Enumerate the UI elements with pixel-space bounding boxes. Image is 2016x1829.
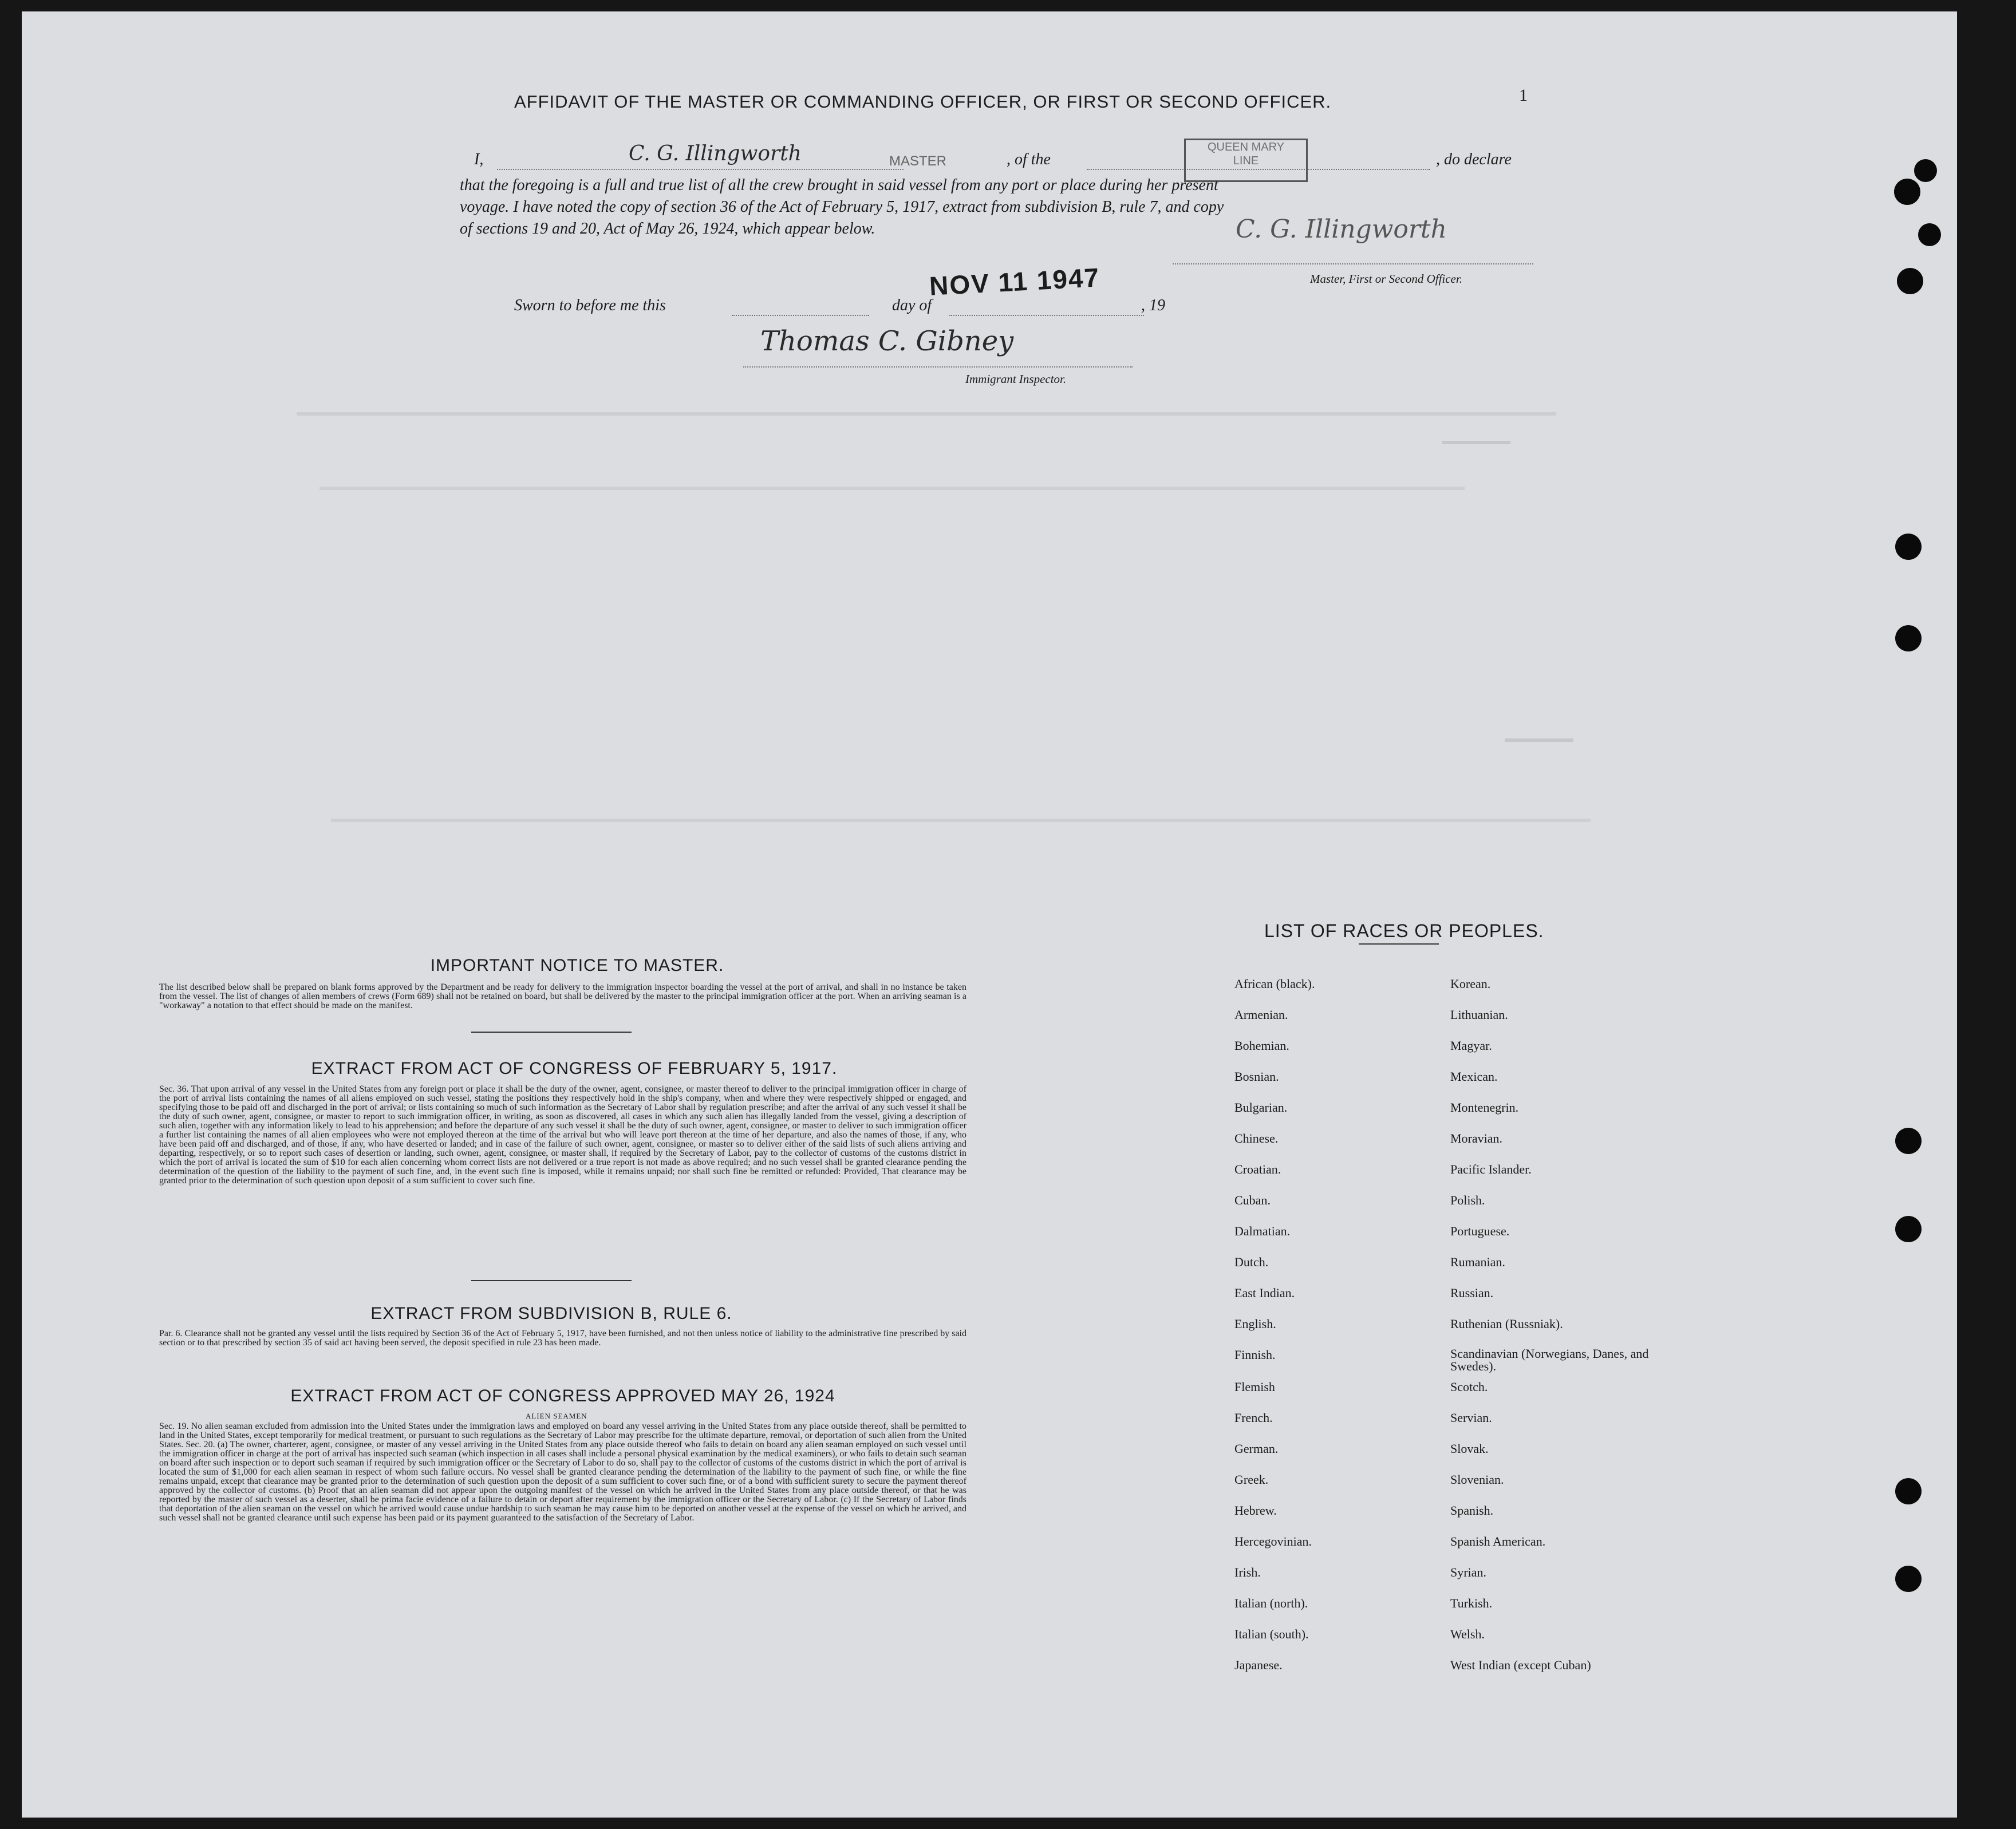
- binder-hole: [1895, 1216, 1922, 1242]
- race-item: Cuban.: [1234, 1193, 1271, 1207]
- race-item: Dutch.: [1234, 1255, 1269, 1269]
- extract-1924-text: Sec. 19. No alien seaman excluded from admission into the United States under the immigration laws and employed on board any vessel arriving in the United States from any place outside thereof, shall be permitted to land in the United States, except temporarily for medical treatment, or pursuant to such regulations as the Secretary of Labor may prescribe for the ultimate departure, removal, or deportation of such alien from the United States. Sec. 20. (a) The owner, charterer, agent, consignee, or master of any vessel arriving in the United States from any place outside thereof who fails to detain on board any alien seaman employed on such vessel until the immigration officer in charge at the port of arrival has inspected such seaman (which inspection in all cases shall include a personal physical examination by the medical examiners), or who fails to detain such seaman on board after such inspection or to deport such seaman if required by such immigration officer or the Secretary of Labor to do so, shall pay to the collector of customs of the customs district in which the port of arrival is located the sum of $1,000 for each alien seaman in respect of whom such failure occurs. No vessel shall be granted clearance pending the determination of the liability to the payment of such fine, or while the fine remains unpaid, except that clearance may be granted prior to the determination of such question upon the deposit of a sum sufficient to cover such fine, or of a bond with sufficient surety to secure the payment thereof approved by the collector of customs. (b) Proof that an alien seaman did not appear upon the outgoing manifest of the vessel on which he arrived in the United States from any place outside thereof, or that he was reported by the master of such vessel as a deserter, shall be prima facie evidence of a failure to detain or deport after requirement by the immigration officer or the Secretary of Labor. (c) If the Secretary of Labor finds that deportation of the alien seaman on the vessel on which he arrived would cause undue hardship to such seaman he may cause him to be deported on another vessel at the expense of the vessel on which he arrived, and such vessel shall not be granted clearance until such expense has been paid or its payment guaranteed to the satisfaction of the Secretary of Labor.: [159, 1421, 966, 1523]
- binder-hole: [1914, 159, 1937, 182]
- race-item: Scandinavian (Norwegians, Danes, and Swedes).: [1450, 1346, 1649, 1373]
- affidavit-body-line-4: of sections 19 and 20, Act of May 26, 1924, which appear below.: [460, 220, 875, 238]
- race-item: Greek.: [1234, 1472, 1269, 1487]
- binder-hole: [1895, 1478, 1922, 1504]
- race-item: Servian.: [1450, 1411, 1492, 1425]
- extract-rule6-text: Par. 6. Clearance shall not be granted any vessel until the lists required by Section 36 of the Act of February 5, 1917, have been furnished, and not then unless notice of liability to the administrative fine prescribed by said section or to that prescribed by section 35 of said act having been served, the deposit specified in rule 23 has been made.: [159, 1329, 966, 1348]
- master-name-signature: C. G. Illingworth: [629, 142, 802, 165]
- inspector-label: Immigrant Inspector.: [965, 372, 1067, 386]
- binder-hole: [1894, 179, 1920, 205]
- race-item: Dalmatian.: [1234, 1224, 1291, 1238]
- do-declare-label: , do declare: [1436, 151, 1512, 168]
- race-item: Armenian.: [1234, 1008, 1288, 1022]
- race-item: West Indian (except Cuban): [1450, 1658, 1591, 1672]
- race-item: Chinese.: [1234, 1131, 1279, 1145]
- race-item: Hebrew.: [1234, 1503, 1277, 1518]
- race-item: English.: [1234, 1317, 1276, 1331]
- race-item: French.: [1234, 1411, 1273, 1425]
- race-item: Bosnian.: [1234, 1069, 1279, 1084]
- race-item: Japanese.: [1234, 1658, 1283, 1672]
- race-item: Russian.: [1450, 1286, 1494, 1300]
- year-label: , 19: [1141, 297, 1165, 314]
- race-item: Ruthenian (Russniak).: [1450, 1317, 1563, 1331]
- race-item: Scotch.: [1450, 1380, 1488, 1394]
- binder-hole: [1895, 534, 1922, 560]
- race-item: Italian (north).: [1234, 1596, 1308, 1610]
- date-stamp: NOV 11 1947: [928, 262, 1101, 301]
- master-signature-label: Master, First or Second Officer.: [1310, 272, 1462, 286]
- manifest-page: [22, 11, 1957, 1818]
- extract-1924-subtitle: ALIEN SEAMEN: [526, 1412, 587, 1420]
- page-mark: 1: [1519, 86, 1528, 105]
- race-item: Spanish.: [1450, 1503, 1494, 1518]
- race-item: Slovak.: [1450, 1441, 1489, 1456]
- divider: [1359, 943, 1439, 945]
- affidavit-body-line-3: voyage. I have noted the copy of section 36 of the Act of February 5, 1917, extract from subdivision B, rule 7, and copy: [460, 198, 1224, 216]
- race-item: African (black).: [1234, 977, 1315, 991]
- binder-hole: [1895, 1128, 1922, 1154]
- divider: [471, 1280, 632, 1281]
- race-item: Flemish: [1234, 1380, 1275, 1394]
- divider: [471, 1032, 632, 1033]
- day-of-label: day of: [892, 297, 932, 314]
- race-item: Lithuanian.: [1450, 1008, 1508, 1022]
- race-item: German.: [1234, 1441, 1279, 1456]
- master-signature: C. G. Illingworth: [1236, 215, 1447, 244]
- extract-1924-title: EXTRACT FROM ACT OF CONGRESS APPROVED MAY 26, 1924: [290, 1386, 835, 1405]
- race-item: Slovenian.: [1450, 1472, 1504, 1487]
- race-item: Irish.: [1234, 1565, 1261, 1579]
- race-item: Moravian.: [1450, 1131, 1503, 1145]
- of-the-label: , of the: [1007, 151, 1051, 168]
- race-item: Italian (south).: [1234, 1627, 1309, 1641]
- binder-hole: [1918, 223, 1941, 246]
- binder-hole: [1897, 268, 1923, 294]
- race-item: East Indian.: [1234, 1286, 1295, 1300]
- races-title: LIST OF RACES OR PEOPLES.: [1264, 921, 1544, 941]
- race-item: Bulgarian.: [1234, 1100, 1288, 1115]
- notice-text: The list described below shall be prepared on blank forms approved by the Department and be ready for delivery to the immigration inspector boarding the vessel at the port of arrival, and shall in no instance be taken from the vessel. The list of changes of alien members of crews (Form 689) shall not be retained on board, but shall be delivered by the master to the principal immigration officer at the port. When an arriving seaman is a "workaway" a notation to that effect should be made on the manifest.: [159, 982, 966, 1010]
- race-item: Turkish.: [1450, 1596, 1493, 1610]
- affidavit-title: AFFIDAVIT OF THE MASTER OR COMMANDING OFFICER, OR FIRST OR SECOND OFFICER.: [514, 92, 1332, 112]
- race-item: Spanish American.: [1450, 1534, 1546, 1548]
- race-item: Croatian.: [1234, 1162, 1281, 1176]
- notice-title: IMPORTANT NOTICE TO MASTER.: [430, 956, 724, 975]
- binder-hole: [1895, 1566, 1922, 1592]
- race-item: Pacific Islander.: [1450, 1162, 1532, 1176]
- binder-hole: [1895, 625, 1922, 651]
- sworn-label: Sworn to before me this: [514, 297, 666, 314]
- race-item: Magyar.: [1450, 1038, 1492, 1053]
- race-item: Mexican.: [1450, 1069, 1498, 1084]
- inspector-signature: Thomas C. Gibney: [760, 325, 1014, 357]
- extract-rule6-title: EXTRACT FROM SUBDIVISION B, RULE 6.: [370, 1304, 732, 1323]
- race-item: Bohemian.: [1234, 1038, 1289, 1053]
- race-item: Hercegovinian.: [1234, 1534, 1312, 1548]
- rank-field: MASTER: [889, 153, 947, 169]
- affidavit-i: I,: [474, 151, 484, 168]
- extract-1917-text: Sec. 36. That upon arrival of any vessel in the United States from any foreign port or place it shall be the duty of the owner, agent, consignee, or master thereof to deliver to the principal immigration officer in charge of the port of arrival lists containing the names of all aliens employed on such vessel, stating the positions they respectively hold in the ship's company, when and where they were respectively shipped or engaged, and specifying those to be paid off and discharged in the port of arrival; or lists containing so much of such information as the Secretary of Labor shall by regulation prescribe; and after the arrival of any such vessel it shall be the duty of such owner, agent, consignee, or master to report to such immigration officer, in writing, as soon as discovered, all cases in which any such alien has illegally landed from the vessel, giving a description of such alien, together with any information likely to lead to his apprehension; and before the departure of any such vessel it shall be the duty of such owner, agent, consignee, or master to deliver to such immigration officer a further list containing the names of all alien employees who were not employed thereon at the time of the arrival but who will leave port thereon at the time of her departure, and also the names of those, if any, who have been paid off and discharged, and of those, if any, who have deserted or landed; and in case of the failure of such owner, agent, consignee, or master so to deliver either of the said lists of such aliens arriving and departing, respectively, or so to report such cases of desertion or landing, such owner, agent, consignee, or master shall, if required by the Secretary of Labor, pay to the collector of customs of the customs district in which the port of arrival is located the sum of $10 for each alien concerning whom correct lists are not delivered or a true report is not made as above required; and no such vessel shall be granted clearance pending the determination of the question of the liability to the payment of such fine, and, in the event such fine is imposed, while it remains unpaid; nor shall such fine be remitted or refunded: Provided, That clearance may be granted prior to the determination of such question upon deposit of a sum sufficient to cover such fine.: [159, 1084, 966, 1186]
- race-item: Rumanian.: [1450, 1255, 1505, 1269]
- race-item: Syrian.: [1450, 1565, 1486, 1579]
- vessel-name-stamp: QUEEN MARY LINE: [1184, 139, 1308, 182]
- race-item: Montenegrin.: [1450, 1100, 1519, 1115]
- race-item: Korean.: [1450, 977, 1491, 991]
- race-item: Portuguese.: [1450, 1224, 1510, 1238]
- race-item: Welsh.: [1450, 1627, 1485, 1641]
- affidavit-body-line-2: that the foregoing is a full and true list of all the crew brought in said vessel from any port or place during her present: [460, 176, 1218, 194]
- race-item: Polish.: [1450, 1193, 1485, 1207]
- race-item: Finnish.: [1234, 1348, 1276, 1362]
- extract-1917-title: EXTRACT FROM ACT OF CONGRESS OF FEBRUARY 5, 1917.: [311, 1059, 838, 1078]
